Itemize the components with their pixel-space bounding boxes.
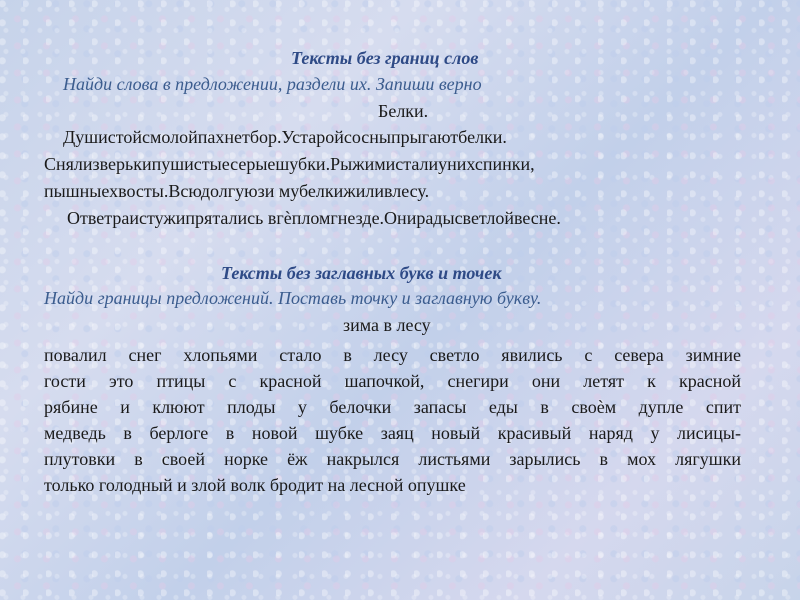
section2-line: медведь в берлоге в новой шубке заяц новый красивый наряд у лисицы- bbox=[44, 423, 741, 443]
section2-line: гости это птицы с красной шапочкой, снегири они летят к красной bbox=[44, 371, 741, 391]
section2-line: рябине и клюют плоды у белочки запасы еды в своѐм дупле спит bbox=[44, 397, 741, 417]
section2-line: плутовки в своей норке ёж накрылся листьями зарылись в мох лягушки bbox=[44, 449, 741, 469]
section2-line: повалил снег хлопьями стало в лесу светло явились с севера зимние bbox=[44, 345, 741, 365]
section1-line: Снялизверькипушистыесерыешубки.Рыжимисталиунихспинки, bbox=[44, 154, 535, 174]
section2-instruction: Найди границы предложений. Поставь точку и заглавную букву. bbox=[44, 288, 542, 308]
section1-heading: Тексты без границ слов bbox=[291, 48, 479, 68]
section1-line: Ответраистужипрятались вгѐпломгнезде.Онирадысветлойвесне. bbox=[67, 208, 561, 228]
section1-instruction: Найди слова в предложении, раздели их. Запиши верно bbox=[63, 74, 482, 94]
section2-heading: Тексты без заглавных букв и точек bbox=[221, 263, 502, 283]
section2-line: только голодный и злой волк бродит на лесной опушке bbox=[44, 475, 466, 495]
section2-paragraph bbox=[44, 342, 741, 498]
section2-title: зима в лесу bbox=[343, 315, 431, 335]
section1-title: Белки. bbox=[378, 101, 429, 121]
section1-line: пышныехвосты.Всюдолгуюзи мубелкижиливлесу. bbox=[44, 181, 430, 201]
section1-line: Душистойсмолойпахнетбор.Устаройсосныпрыгаютбелки. bbox=[63, 127, 507, 147]
